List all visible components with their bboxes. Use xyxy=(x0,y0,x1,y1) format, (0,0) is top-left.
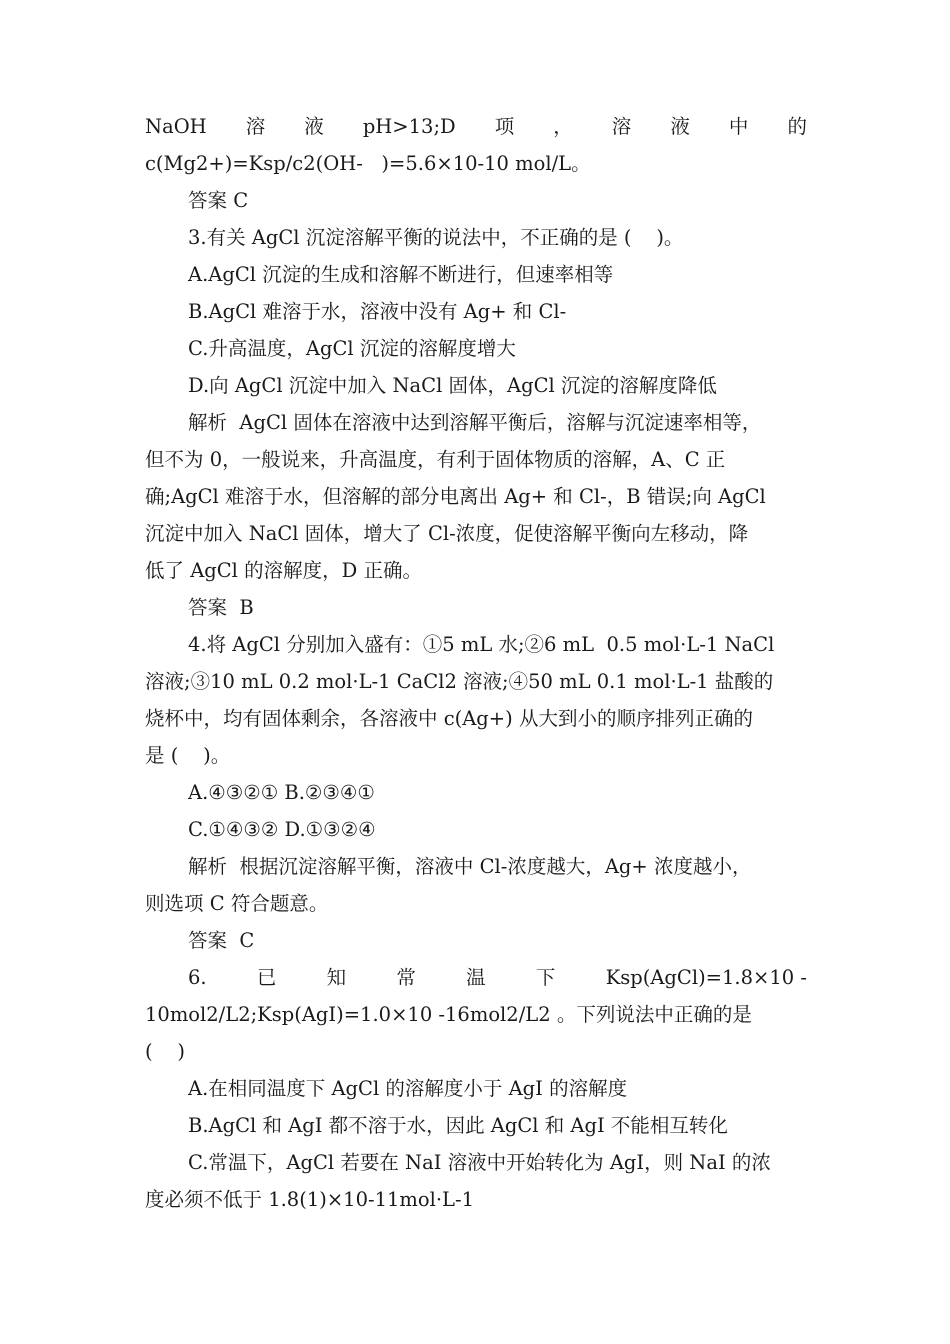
question-4: 4.将 AgCl 分别加入盛有：①5 mL 水;②6 mL 0.5 mol·L-1 NaCl xyxy=(188,633,775,656)
word: 液 xyxy=(304,115,324,138)
question-6 xyxy=(188,965,807,991)
word: 中 xyxy=(728,115,749,138)
answer-line: 答案 C xyxy=(188,189,249,212)
word: ， xyxy=(553,115,573,138)
word: 的 xyxy=(787,115,807,138)
word: 知 xyxy=(326,966,347,989)
word: Ksp(AgCl)=1.8×10 - xyxy=(605,966,807,989)
option-c: C.常温下，AgCl 若要在 NaI 溶液中开始转化为 AgI，则 NaI 的浓 xyxy=(188,1151,771,1174)
options-cd: C.①④③② D.①③②④ xyxy=(188,818,376,841)
word: 常 xyxy=(396,966,416,989)
word: 下 xyxy=(535,966,556,989)
answer-line: 答案 C xyxy=(188,929,255,952)
text-line: 沉淀中加入 NaCl 固体，增大了 Cl-浓度，促使溶解平衡向左移动，降 xyxy=(145,522,749,545)
text-line: 确;AgCl 难溶于水，但溶解的部分电离出 Ag+ 和 Cl-，B 错误;向 AgCl xyxy=(145,485,766,508)
text-line: 是 ( )。 xyxy=(145,744,231,767)
word: 已 xyxy=(256,966,277,989)
text-line: 则选项 C 符合题意。 xyxy=(145,892,329,915)
option-a: A.AgCl 沉淀的生成和溶解不断进行，但速率相等 xyxy=(188,263,614,286)
word: pH>13;D xyxy=(362,115,456,138)
word: 6. xyxy=(188,966,207,989)
option-d: D.向 AgCl 沉淀中加入 NaCl 固体，AgCl 沉淀的溶解度降低 xyxy=(188,374,717,397)
word: 项 xyxy=(494,115,515,138)
word: 溶 xyxy=(245,115,266,138)
option-b: B.AgCl 难溶于水，溶液中没有 Ag+ 和 Cl- xyxy=(188,300,567,323)
text-line: ( ) xyxy=(145,1040,186,1063)
text-line: 烧杯中，均有固体剩余，各溶液中 c(Ag+) 从大到小的顺序排列正确的 xyxy=(145,707,753,730)
text-line: 低了 AgCl 的溶解度，D 正确。 xyxy=(145,559,422,582)
text-line: 溶液;③10 mL 0.2 mol·L-1 CaCl2 溶液;④50 mL 0.1 mol·L-1 盐酸的 xyxy=(145,670,774,693)
text-line: 10mol2/L2;Ksp(AgI)=1.0×10 -16mol2/L2 。下列说法中正确的是 xyxy=(145,1003,752,1026)
word: 液 xyxy=(670,115,690,138)
analysis-line: 解析 根据沉淀溶解平衡，溶液中 Cl-浓度越大，Ag+ 浓度越小， xyxy=(188,855,752,878)
text-line: 但不为 0，一般说来，升高温度，有利于固体物质的溶解，A、C 正 xyxy=(145,448,726,471)
word: 温 xyxy=(466,966,486,989)
text-line-1 xyxy=(145,114,807,140)
word: 溶 xyxy=(611,115,632,138)
option-b: B.AgCl 和 AgI 都不溶于水，因此 AgCl 和 AgI 不能相互转化 xyxy=(188,1114,728,1137)
text-line-2: c(Mg2+)=Ksp/c2(OH- )=5.6×10-10 mol/L。 xyxy=(145,152,591,175)
question-3: 3.有关 AgCl 沉淀溶解平衡的说法中，不正确的是 ( )。 xyxy=(188,226,684,249)
text-line: 度必须不低于 1.8(1)×10-11mol·L-1 xyxy=(145,1188,474,1211)
option-a: A.在相同温度下 AgCl 的溶解度小于 AgI 的溶解度 xyxy=(188,1077,628,1100)
analysis-line: 解析 AgCl 固体在溶液中达到溶解平衡后，溶解与沉淀速率相等， xyxy=(188,411,762,434)
answer-line: 答案 B xyxy=(188,596,254,619)
options-ab: A.④③②① B.②③④① xyxy=(188,781,375,804)
word: NaOH xyxy=(145,115,207,138)
option-c: C.升高温度，AgCl 沉淀的溶解度增大 xyxy=(188,337,516,360)
